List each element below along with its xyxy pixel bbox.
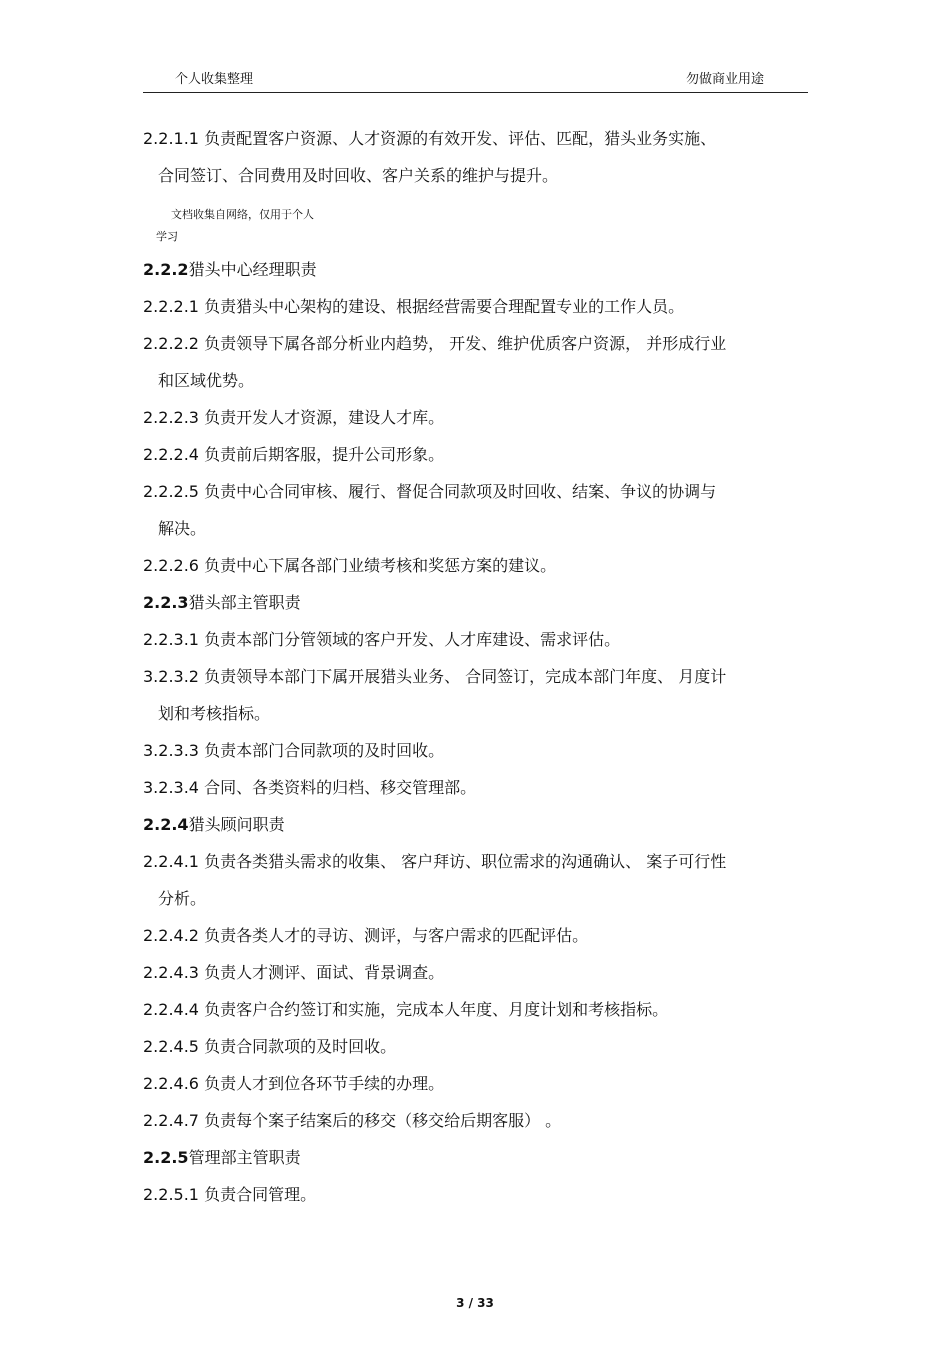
document-body [143, 120, 808, 1213]
clause-line: 2.2.4.4 负责客户合约签订和实施，完成本人年度、月度计划和考核指标。 [143, 1000, 669, 1019]
section-title: 管理部主管职责 [188, 1148, 301, 1167]
section-title: 猎头顾问职责 [188, 815, 285, 834]
clause-paragraph [143, 288, 808, 325]
clause-line: 2.2.3.1 负责本部门分管领域的客户开发、人才库建设、需求评估。 [143, 630, 621, 649]
clause-paragraph [143, 843, 808, 917]
clause-paragraph [143, 399, 808, 436]
page-header [143, 66, 808, 93]
clause-continuation: 和区域优势。 [158, 371, 255, 390]
clause-continuation: 划和考核指标。 [158, 704, 271, 723]
clause-line: 3.2.3.4 合同、各类资料的归档、移交管理部。 [143, 778, 477, 797]
clause-paragraph [143, 547, 808, 584]
source-note-continuation: 学习 [156, 230, 178, 243]
clause-paragraph [143, 1028, 808, 1065]
clause-paragraph [143, 325, 808, 399]
clause-line: 2.2.4.3 负责人才测评、面试、背景调查。 [143, 963, 445, 982]
section-number: 2.2.5 [143, 1148, 189, 1167]
clause-paragraph [143, 120, 808, 247]
section-heading [143, 584, 808, 621]
clause-line: 2.2.2.6 负责中心下属各部门业绩考核和奖惩方案的建议。 [143, 556, 557, 575]
clause-line: 2.2.1.1 负责配置客户资源、人才资源的有效开发、评估、匹配，猎头业务实施、 [143, 129, 717, 148]
clause-line: 3.2.3.3 负责本部门合同款项的及时回收。 [143, 741, 445, 760]
source-note: 文档收集自网络，仅用于个人 [171, 208, 314, 221]
clause-line: 2.2.2.5 负责中心合同审核、履行、督促合同款项及时回收、结案、争议的协调与 [143, 482, 717, 501]
clause-paragraph [143, 436, 808, 473]
section-number: 2.2.3 [143, 593, 189, 612]
clause-paragraph [143, 658, 808, 732]
clause-paragraph [143, 732, 808, 769]
header-right-text: 勿做商业用途 [685, 72, 764, 87]
header-left-text: 个人收集整理 [175, 72, 254, 87]
clause-line: 2.2.2.1 负责猎头中心架构的建设、根据经营需要合理配置专业的工作人员。 [143, 297, 685, 316]
clause-line: 2.2.4.2 负责各类人才的寻访、测评，与客户需求的匹配评估。 [143, 926, 589, 945]
section-title: 猎头部主管职责 [188, 593, 301, 612]
clause-continuation: 解决。 [158, 519, 207, 538]
clause-paragraph [143, 954, 808, 991]
clause-paragraph [143, 917, 808, 954]
clause-line: 2.2.4.5 负责合同款项的及时回收。 [143, 1037, 397, 1056]
clause-line: 2.2.4.6 负责人才到位各环节手续的办理。 [143, 1074, 445, 1093]
clause-line: 2.2.2.3 负责开发人才资源，建设人才库。 [143, 408, 445, 427]
clause-continuation: 合同签订、合同费用及时回收、客户关系的维护与提升。 [158, 166, 559, 185]
clause-paragraph [143, 769, 808, 806]
clause-paragraph [143, 1176, 808, 1213]
clause-paragraph [143, 991, 808, 1028]
clause-line: 2.2.4.1 负责各类猎头需求的收集、 客户拜访、职位需求的沟通确认、 案子可行性 [143, 852, 727, 871]
clause-line: 3.2.3.2 负责领导本部门下属开展猎头业务、 合同签订，完成本部门年度、 月度计 [143, 667, 727, 686]
clause-paragraph [143, 1102, 808, 1139]
clause-line: 2.2.2.2 负责领导下属各部分析业内趋势， 开发、维护优质客户资源， 并形成行业 [143, 334, 727, 353]
clause-continuation: 分析。 [158, 889, 207, 908]
clause-line: 2.2.5.1 负责合同管理。 [143, 1185, 317, 1204]
clause-paragraph [143, 621, 808, 658]
section-heading [143, 806, 808, 843]
section-heading [143, 251, 808, 288]
section-number: 2.2.4 [143, 815, 189, 834]
section-number: 2.2.2 [143, 260, 189, 279]
section-title: 猎头中心经理职责 [188, 260, 317, 279]
clause-paragraph [143, 473, 808, 547]
section-heading [143, 1139, 808, 1176]
page-number: 3 / 33 [456, 1296, 494, 1310]
clause-line: 2.2.4.7 负责每个案子结案后的移交（移交给后期客服） 。 [143, 1111, 562, 1130]
clause-paragraph [143, 1065, 808, 1102]
clause-line: 2.2.2.4 负责前后期客服，提升公司形象。 [143, 445, 445, 464]
